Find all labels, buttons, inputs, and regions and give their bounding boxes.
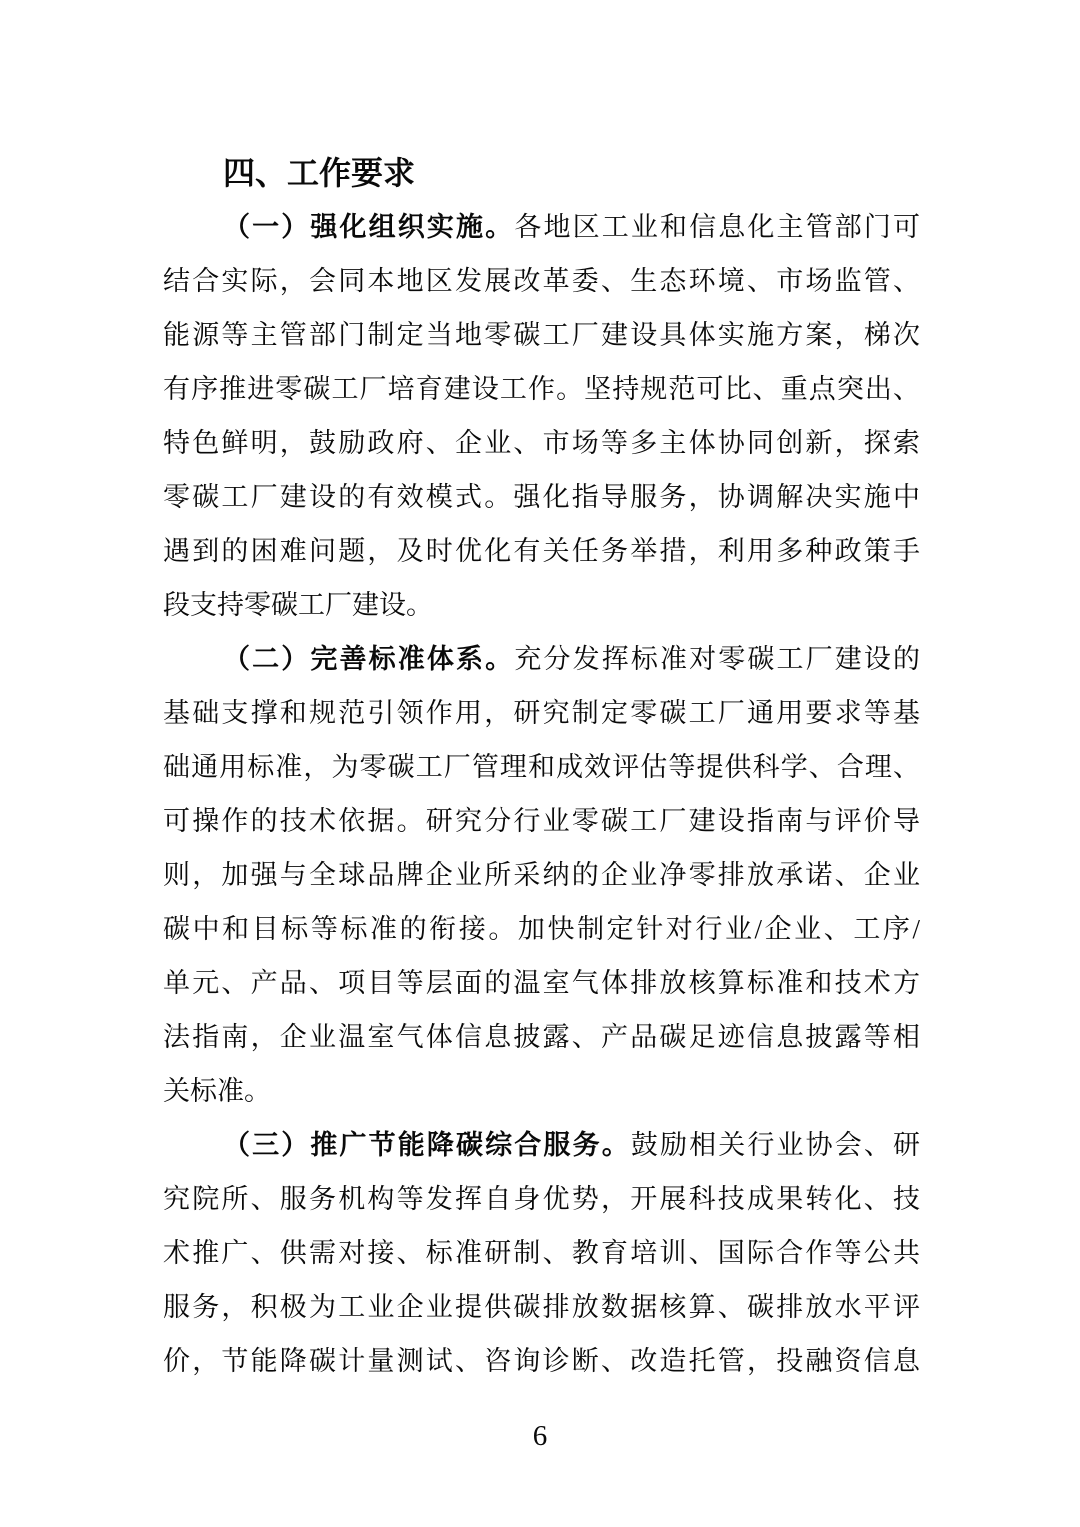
document-body (163, 146, 920, 1388)
paragraph-3 (163, 1118, 920, 1388)
paragraph-2-lead: （二）完善标准体系。 (223, 644, 515, 674)
text-line (163, 1118, 920, 1172)
page-footer (0, 1416, 1080, 1456)
text-line (163, 200, 920, 254)
section-heading: 四、工作要求 (223, 155, 416, 191)
text-line: 服务，积极为工业企业提供碳排放数据核算、碳排放水平评 (163, 1292, 920, 1322)
text-line: 有序推进零碳工厂培育建设工作。坚持规范可比、重点突出、 (163, 374, 920, 404)
paragraph-1-lead: （一）强化组织实施。 (223, 212, 515, 242)
paragraph-3-text: 鼓励相关行业协会、研 (630, 1130, 920, 1160)
text-line: 价，节能降碳计量测试、咨询诊断、改造托管，投融资信息 (163, 1346, 920, 1376)
text-line: 术推广、供需对接、标准研制、教育培训、国际合作等公共 (163, 1238, 920, 1268)
text-line: 结合实际，会同本地区发展改革委、生态环境、市场监管、 (163, 266, 920, 296)
paragraph-1 (163, 200, 920, 632)
text-line: 可操作的技术依据。研究分行业零碳工厂建设指南与评价导 (163, 806, 920, 836)
text-line: 基础支撑和规范引领作用，研究制定零碳工厂通用要求等基 (163, 698, 920, 728)
text-line: 究院所、服务机构等发挥自身优势，开展科技成果转化、技 (163, 1184, 920, 1214)
text-line: 遇到的困难问题，及时优化有关任务举措，利用多种政策手 (163, 536, 920, 566)
text-line: 法指南，企业温室气体信息披露、产品碳足迹信息披露等相 (163, 1022, 920, 1052)
page-number: 6 (532, 1420, 548, 1452)
paragraph-2-text: 充分发挥标准对零碳工厂建设的 (514, 644, 920, 674)
text-line: 零碳工厂建设的有效模式。强化指导服务，协调解决实施中 (163, 482, 920, 512)
paragraph-1-text: 各地区工业和信息化主管部门可 (514, 212, 920, 242)
text-line: 关标准。 (163, 1076, 271, 1106)
text-line: 特色鲜明，鼓励政府、企业、市场等多主体协同创新，探索 (163, 428, 920, 458)
paragraph-2 (163, 632, 920, 1118)
text-line: 段支持零碳工厂建设。 (163, 590, 433, 620)
text-line: 能源等主管部门制定当地零碳工厂建设具体实施方案，梯次 (163, 320, 920, 350)
text-line: 单元、产品、项目等层面的温室气体排放核算标准和技术方 (163, 968, 920, 998)
text-line: 础通用标准，为零碳工厂管理和成效评估等提供科学、合理、 (163, 752, 920, 782)
text-line: 则，加强与全球品牌企业所采纳的企业净零排放承诺、企业 (163, 860, 920, 890)
paragraph-3-lead: （三）推广节能降碳综合服务。 (223, 1130, 631, 1160)
text-line: 碳中和目标等标准的衔接。加快制定针对行业/企业、工序/ (163, 914, 920, 944)
text-line (163, 632, 920, 686)
